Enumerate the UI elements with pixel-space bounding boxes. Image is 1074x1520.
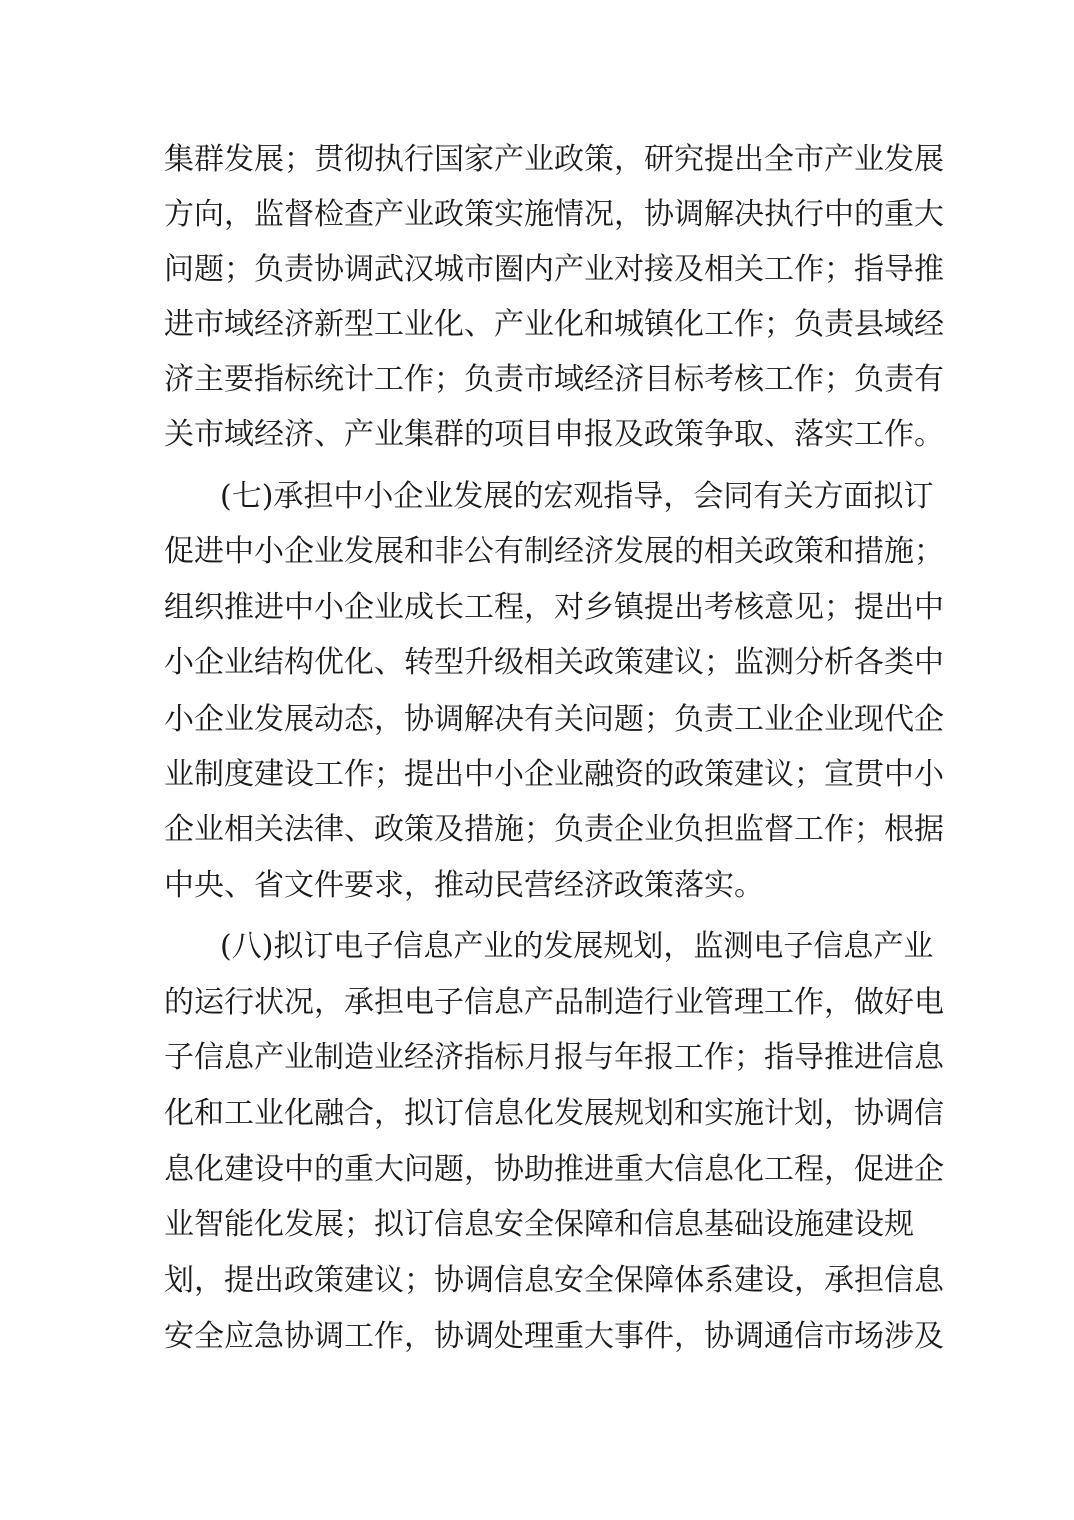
text-line: 业智能化发展；拟订信息安全保障和信息基础设施建设规 xyxy=(164,1207,914,1242)
text-line: 子信息产业制造业经济指标月报与年报工作；指导推进信息 xyxy=(164,1040,944,1075)
text-line: 方向，监督检查产业政策实施情况，协调解决执行中的重大 xyxy=(164,197,944,232)
text-line: 小企业结构优化、转型升级相关政策建议；监测分析各类中 xyxy=(164,645,944,680)
text-line: 问题；负责协调武汉城市圈内产业对接及相关工作；指导推 xyxy=(164,252,944,287)
text-line: 组织推进中小企业成长工程，对乡镇提出考核意见；提出中 xyxy=(164,590,944,625)
text-line: 安全应急协调工作，协调处理重大事件，协调通信市场涉及 xyxy=(164,1319,944,1354)
text-line: 济主要指标统计工作；负责市域经济目标考核工作；负责有 xyxy=(164,362,944,397)
text-line: 进市域经济新型工业化、产业化和城镇化工作；负责县域经 xyxy=(164,307,944,342)
text-line: 化和工业化融合，拟订信息化发展规划和实施计划，协调信 xyxy=(164,1096,944,1131)
text-line: 小企业发展动态，协调解决有关问题；负责工业企业现代企 xyxy=(164,702,944,737)
text-line: 划，提出政策建议；协调信息安全保障体系建设，承担信息 xyxy=(164,1263,944,1298)
text-line: 息化建设中的重大问题，协助推进重大信息化工程，促进企 xyxy=(164,1152,944,1187)
paragraph-seven-start: (七)承担中小企业发展的宏观指导，会同有关方面拟订 xyxy=(220,479,934,514)
text-line: 业制度建设工作；提出中小企业融资的政策建议；宣贯中小 xyxy=(164,757,944,792)
text-line: 促进中小企业发展和非公有制经济发展的相关政策和措施； xyxy=(164,534,944,569)
text-line: 关市域经济、产业集群的项目申报及政策争取、落实工作。 xyxy=(164,417,944,452)
text-line: 集群发展；贯彻执行国家产业政策，研究提出全市产业发展 xyxy=(164,142,944,177)
text-line: 中央、省文件要求，推动民营经济政策落实。 xyxy=(164,868,764,903)
text-line: 企业相关法律、政策及措施；负责企业负担监督工作；根据 xyxy=(164,812,944,847)
paragraph-eight-start: (八)拟订电子信息产业的发展规划，监测电子信息产业 xyxy=(220,929,934,964)
text-line: 的运行状况，承担电子信息产品制造行业管理工作，做好电 xyxy=(164,985,944,1020)
